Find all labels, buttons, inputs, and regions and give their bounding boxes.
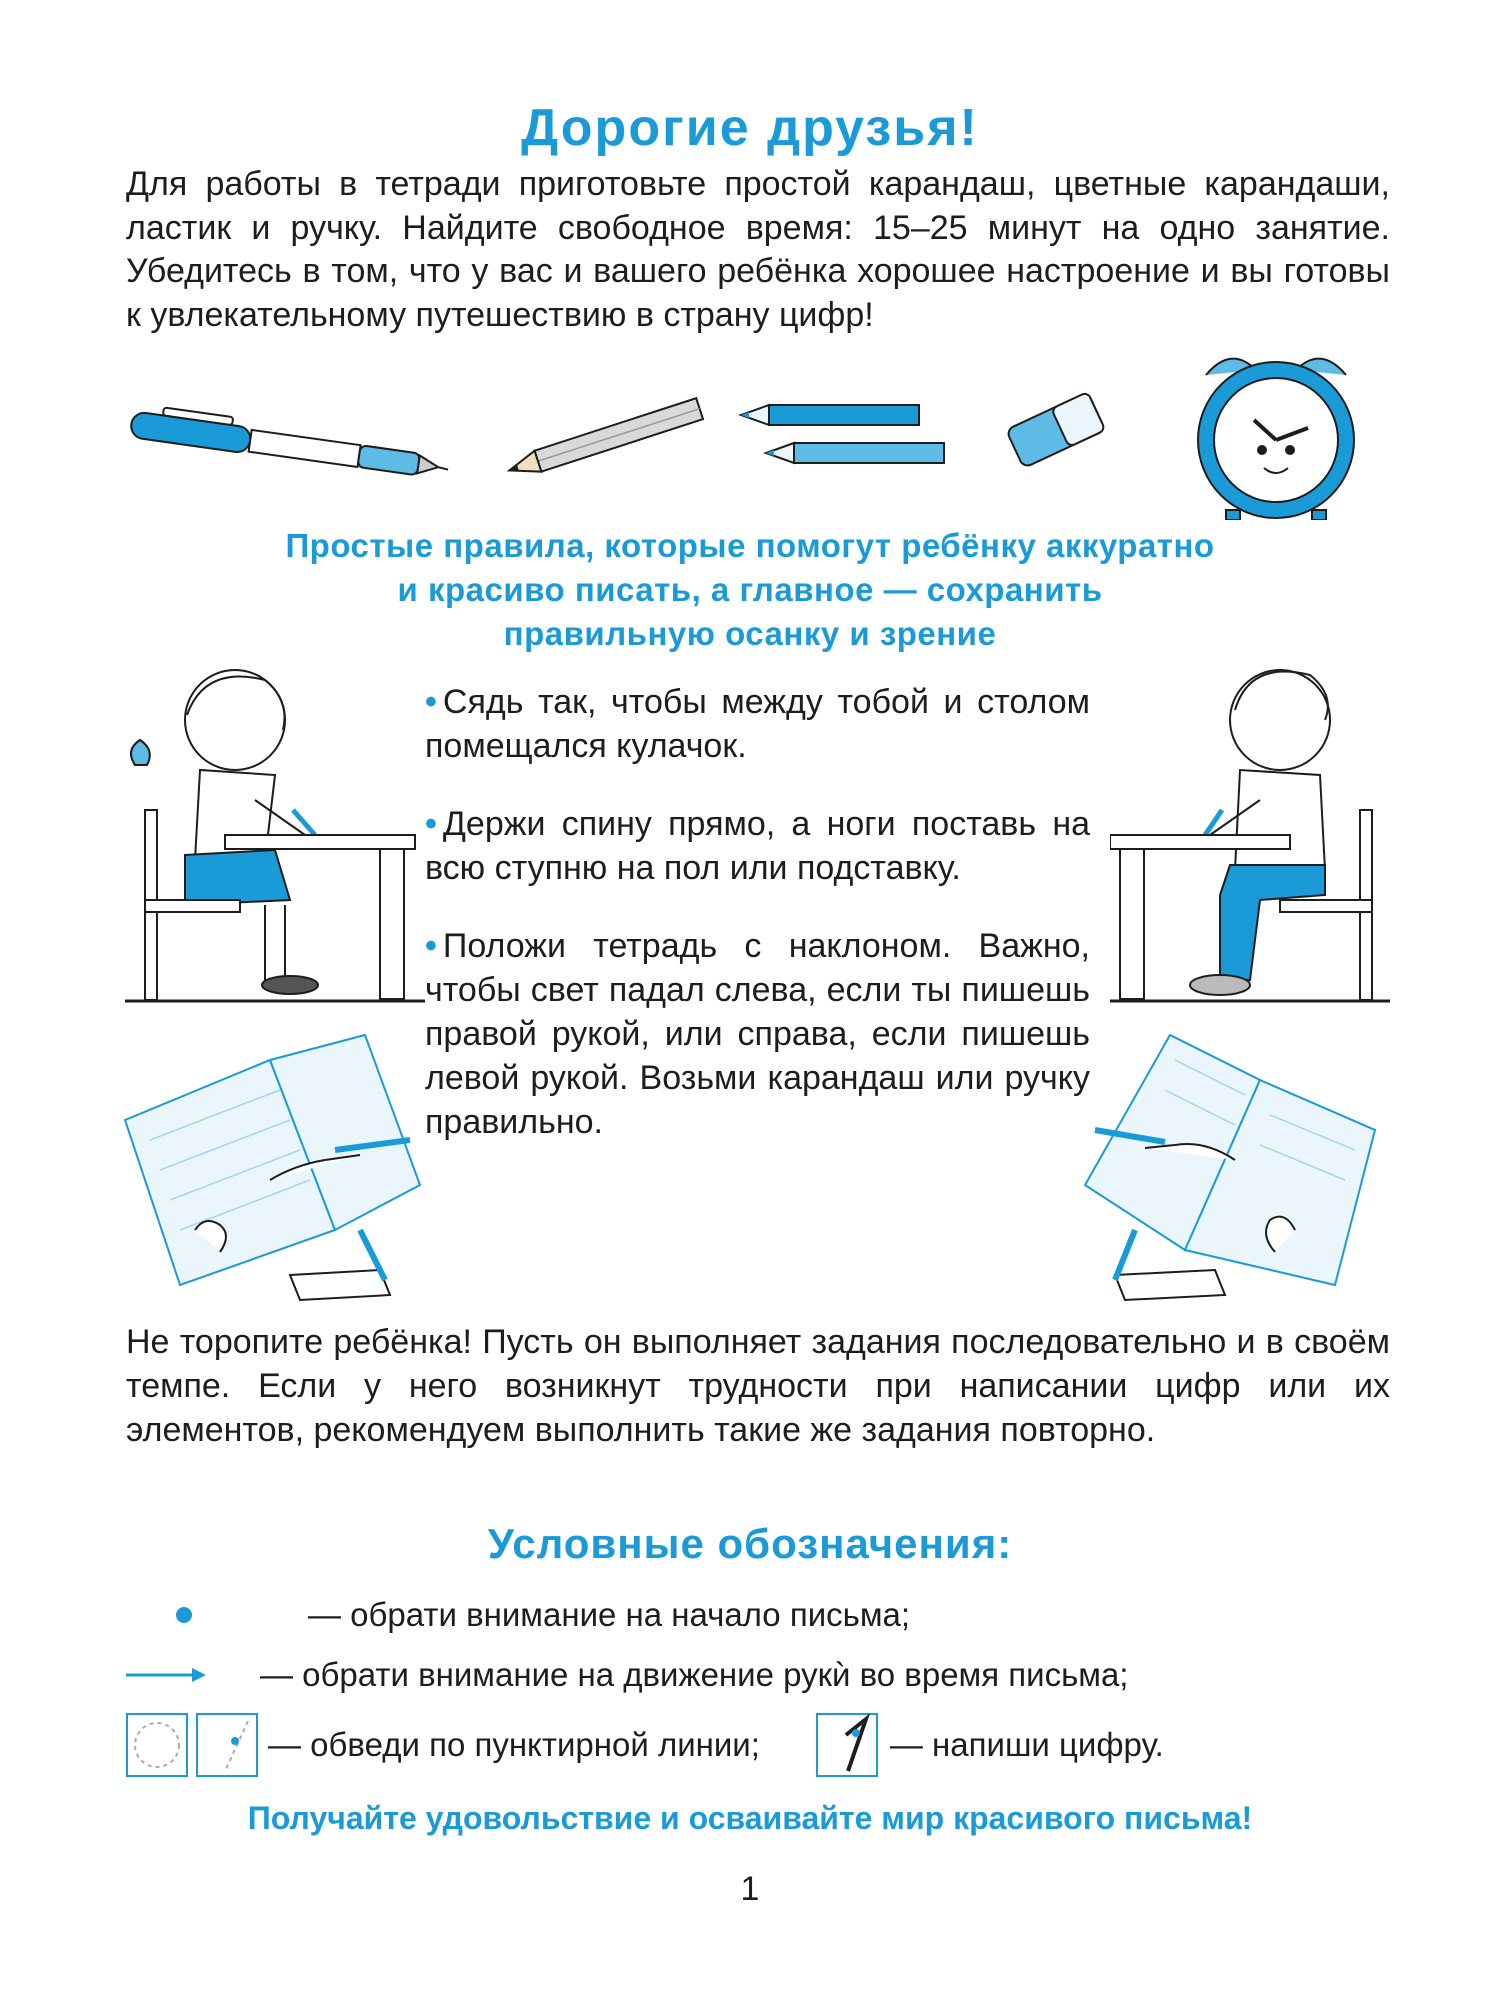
advice-paragraph: Не торопите ребёнка! Пусть он выполняет задания последовательно и в своём темпе. Если у него возникнут трудности при написании цифр или их элементов, рекомендуем выполнить такие же задания повторно. — [126, 1323, 1390, 1449]
legend-trace-row: — обведи по пунктирной линии; — напиши цифру. — [126, 1710, 1164, 1780]
supplies-illustration — [126, 350, 1390, 520]
pen-icon — [130, 403, 452, 481]
eraser-icon — [1006, 392, 1105, 468]
closing-line: Получайте удовольствие и осваивайте мир красивого письма! — [247, 1800, 1253, 1836]
legend-movement-row: — обрати внимание на движение рукѝ во время письма; — [126, 1650, 1128, 1700]
arrow-right-icon — [126, 1665, 206, 1685]
girl-at-desk-illustration — [125, 660, 425, 1015]
dotted-line-cell-icon — [196, 1713, 258, 1777]
bullet-icon: • — [425, 683, 437, 721]
bullet-icon: • — [425, 805, 437, 843]
boy-at-desk-illustration — [1110, 660, 1390, 1015]
rule-item: • Сядь так, чтобы между тобой и столом помещался кулачок. — [425, 683, 1090, 765]
rules-list — [425, 680, 1090, 1178]
notebook-left-hand-illustration — [1075, 1030, 1390, 1310]
pencil-icon — [506, 398, 703, 481]
legend-title: Условные обозначения: — [487, 1520, 1013, 1567]
alarm-clock-icon — [1198, 359, 1354, 520]
intro-paragraph: Для работы в тетради приготовьте простой карандаш, цветные карандаши, ластик и ручку. Найдите свободное время: 15–25 минут на одно занятие. Убедитесь в том, что у вас и вашего ребёнка хорошее настроение и вы готовы к увлекательному путешествию в страну цифр! — [126, 165, 1390, 334]
rule-item: • Держи спину прямо, а ноги поставь на всю ступню на пол или подставку. — [425, 805, 1090, 887]
notebook-right-hand-illustration — [120, 1030, 430, 1310]
colored-pencils-icon — [741, 405, 944, 463]
bullet-icon: • — [425, 927, 437, 965]
page-number: 1 — [740, 1870, 760, 1908]
rule-item: • Положи тетрадь с наклоном. Важно, чтобы свет падал слева, если ты пишешь правой рукой, или справа, если пишешь левой рукой. Возьми карандаш или ручку правильно. — [425, 927, 1090, 1141]
start-dot-icon — [176, 1607, 192, 1623]
dotted-circle-cell-icon — [126, 1713, 188, 1777]
rules-heading: Простые правила, которые помогут ребёнку аккуратно и красиво писать, а главное — сохранить правильную осанку и зрение — [285, 527, 1215, 652]
page-title: Дорогие друзья! — [521, 99, 979, 157]
write-digit-cell-icon — [816, 1713, 878, 1777]
legend-start-row: — обрати внимание на начало письма; — [126, 1590, 910, 1640]
